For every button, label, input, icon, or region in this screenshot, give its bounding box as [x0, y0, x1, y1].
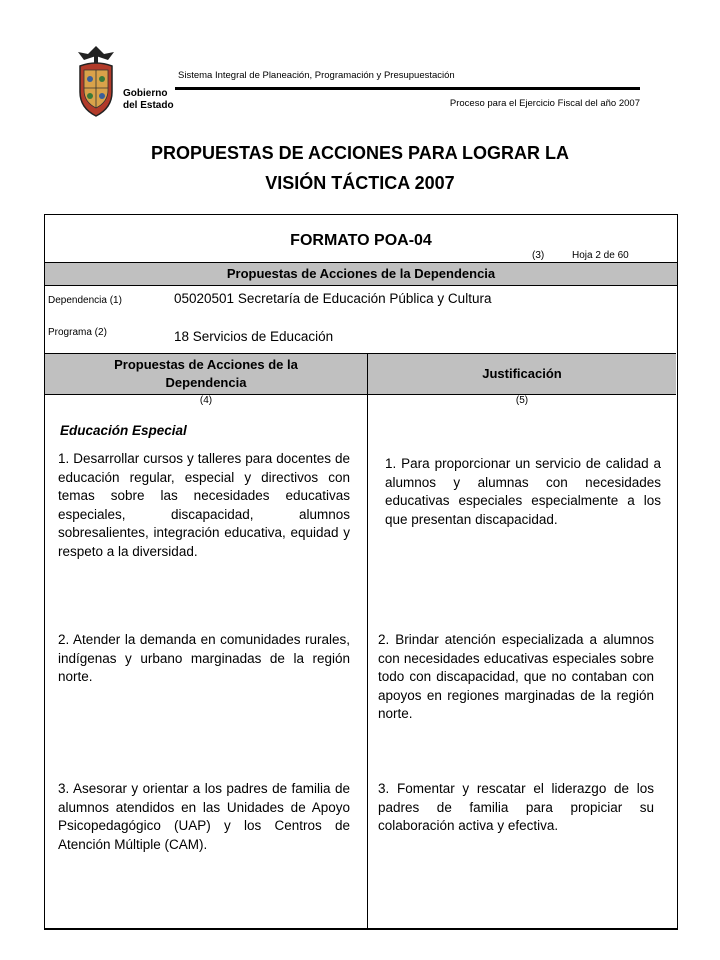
sheet-ref: (3): [532, 250, 545, 261]
column-header-actions-line1: Propuestas de Acciones de la: [114, 357, 298, 372]
action-item-2: 2. Atender la demanda en comunidades rurales, indígenas y urbano marginadas de la región norte.: [58, 632, 350, 684]
form-right-border: [677, 214, 678, 930]
column-header-justification: Justificación: [368, 353, 676, 395]
form-left-border: [44, 214, 45, 930]
column-header-actions-line2: Dependencia: [165, 375, 247, 390]
state-seal-logo: [74, 44, 118, 118]
form-bottom-border: [44, 928, 678, 930]
action-item-1: 1. Desarrollar cursos y talleres para docentes de educación regular, especial y directivos con temas sobre las necesidades educativas especiales, discapacidad, alumnos sobresalientes, integración educativa, equidad y respeto a la diversidad.: [58, 451, 350, 559]
form-code: FORMATO POA-04: [290, 232, 432, 249]
government-line2: del Estado: [123, 100, 174, 111]
dependency-value: 05020501 Secretaría de Educación Pública y Cultura: [174, 291, 492, 306]
justification-item-3: 3. Fomentar y rescatar el liderazgo de los padres de familia para propiciar su colaboración activa y efectiva.: [378, 781, 654, 833]
column-header-actions: [45, 353, 367, 395]
dependency-label: Dependencia (1): [48, 295, 122, 306]
page-title-line2: VISIÓN TÁCTICA 2007: [265, 173, 455, 193]
column-divider: [367, 353, 368, 929]
government-line1: Gobierno: [123, 88, 168, 99]
program-label: Programa (2): [48, 327, 107, 338]
justification-item-1: 1. Para proporcionar un servicio de calidad a alumnos y alumnas con necesidades educativas especiales especialmente a los que presentan discapacidad.: [385, 456, 661, 527]
sheet-number: Hoja 2 de 60: [572, 250, 629, 261]
column-ref-justification: (5): [515, 395, 529, 406]
justification-item-2: 2. Brindar atención especializada a alumnos con necesidades educativas especiales sobre todo con discapacidad, que no contaban con apoyos en regiones marginadas de la región norte.: [378, 632, 654, 721]
section-band-title: Propuestas de Acciones de la Dependencia: [45, 262, 677, 286]
action-item-3: 3. Asesorar y orientar a los padres de familia de alumnos atendidos en las Unidades de Apoyo Psicopedagógico (UAP) y los Centros de Atención Múltiple (CAM).: [58, 781, 350, 852]
system-title: Sistema Integral de Planeación, Programación y Presupuestación: [178, 70, 455, 81]
process-label: Proceso para el Ejercicio Fiscal del año 2007: [449, 98, 640, 109]
page-title: [0, 138, 720, 198]
government-label: [123, 88, 174, 112]
program-value: 18 Servicios de Educación: [174, 329, 334, 344]
section-title: Educación Especial: [60, 423, 187, 438]
header-rule: [175, 87, 640, 90]
form-top-border: [44, 214, 678, 215]
column-ref-actions: (4): [199, 395, 213, 406]
page-title-line1: PROPUESTAS DE ACCIONES PARA LOGRAR LA: [150, 143, 570, 163]
